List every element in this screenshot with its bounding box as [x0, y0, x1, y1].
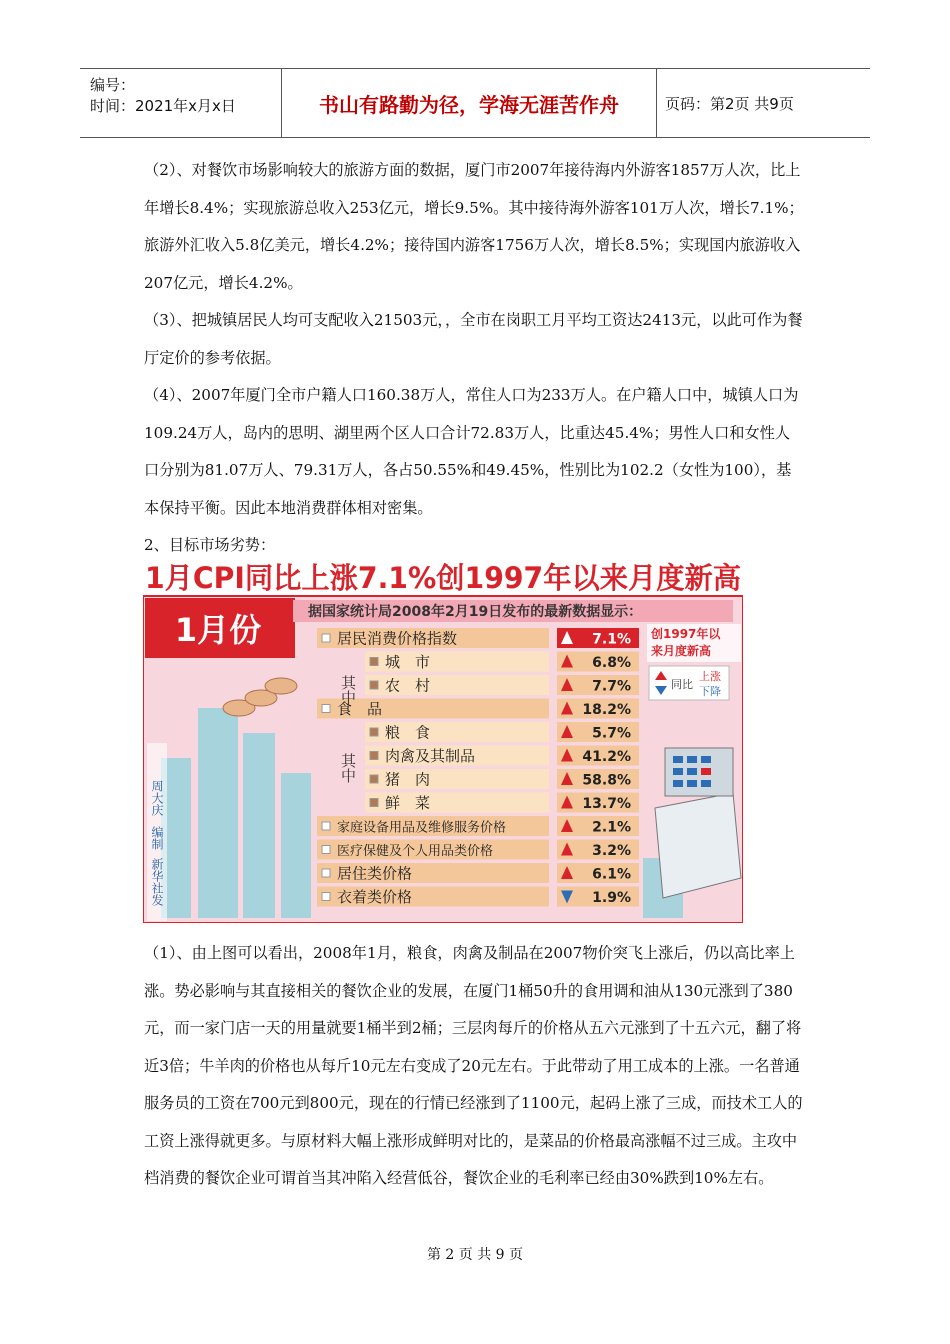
cpi-row: [317, 816, 639, 836]
month-tag: 1月份: [174, 611, 262, 649]
cpi-row-value: 5.7%: [592, 725, 631, 742]
page-footer: 第 2 页 共 9 页: [426, 1247, 524, 1263]
row-bullet-icon: [370, 658, 378, 666]
row-bullet-icon: [370, 728, 378, 736]
cpi-row-value: 7.7%: [592, 678, 631, 695]
qizhong-label-region: 其中: [339, 675, 357, 705]
side-note-line2: 来月度新高: [651, 644, 712, 658]
cpi-row: [317, 840, 639, 860]
qizhong-label-food: 其中: [339, 753, 357, 783]
cpi-row: [317, 863, 639, 883]
cpi-row-label: 食 品: [337, 700, 383, 718]
cpi-row: [365, 675, 639, 695]
cpi-row: [365, 793, 639, 813]
row-bullet-icon: [370, 775, 378, 783]
cpi-row: [365, 722, 639, 742]
cpi-row-label: 农 村: [385, 676, 431, 695]
cpi-row-label: 猪 肉: [385, 770, 431, 789]
credit-author: 周大庆: [150, 780, 164, 816]
cpi-row-label: 粮 食: [385, 723, 431, 742]
header-page-label: 页码：第2页 共9页: [665, 94, 794, 113]
body-text-bottom: [144, 935, 804, 1198]
side-note-line1: 创1997年以: [651, 627, 721, 641]
row-bullet-icon: [370, 681, 378, 689]
legend-down: 下降: [699, 685, 721, 698]
cpi-row-value: 3.2%: [592, 843, 631, 859]
infographic-headline: 1月CPI同比上涨7.1%创1997年以来月度新高: [145, 561, 741, 595]
section-heading-disadvantage: 2、目标市场劣势：: [144, 536, 276, 554]
paragraph-population: （4）、2007年厦门全市户籍人口160.38万人，常住人口为233万人。在户籍人口中，城镇人口为109.24万人，岛内的思明、湖里两个区人口合计72.83万人，比重达45.4%；男性人口和女性人口分别为81.07万人、79.31万人，各占50.55%和49.45%，性别比为102.2（女性为100），基本保持平衡。因此本地消费群体相对密集。: [144, 386, 799, 517]
cpi-row: [317, 628, 639, 648]
credit-compiled: 编制: [150, 826, 164, 850]
cpi-row-label: 医疗保健及个人用品类价格: [337, 844, 494, 859]
header-motto: 书山有路勤为径，学海无涯苦作舟: [282, 69, 657, 137]
cpi-row-value: 1.9%: [592, 890, 631, 906]
legend-up: 上涨: [699, 670, 721, 683]
cpi-row-value: 7.1%: [592, 631, 631, 648]
header-meta: [80, 69, 282, 137]
cpi-row-label: 肉禽及其制品: [385, 747, 476, 765]
row-bullet-icon: [370, 799, 378, 807]
cpi-row: [365, 746, 639, 766]
cpi-row-label: 居民消费价格指数: [337, 629, 458, 648]
row-bullet-icon: [322, 893, 330, 901]
row-bullet-icon: [322, 822, 330, 830]
paragraph-tourism: （2）、对餐饮市场影响较大的旅游方面的数据，厦门市2007年接待海内外游客1857万人次，比上年增长8.4%；实现旅游总收入253亿元，增长9.5%。其中接待海外游客101万人次，增长7.1%；旅游外汇收入5.8亿美元，增长4.2%；接待国内游客1756万人次，增长8.5%；实现国内旅游收入207亿元，增长4.2%。: [144, 161, 804, 292]
paragraph-income: （3）、把城镇居民人均可支配收入21503元，，全市在岗职工月平均工资达2413元，以此可作为餐厅定价的参考依据。: [144, 311, 803, 367]
cpi-row-value: 2.1%: [592, 819, 631, 836]
cpi-row: [317, 887, 639, 907]
document-time-label: 时间：2021年x月x日: [90, 97, 236, 115]
cpi-row-label: 居住类价格: [337, 864, 413, 883]
cpi-row-label: 衣着类价格: [337, 888, 413, 906]
legend-prefix: 同比: [671, 678, 693, 691]
page-header: [80, 68, 870, 138]
row-bullet-icon: [322, 634, 330, 642]
cpi-row-label: 城 市: [385, 653, 431, 671]
cpi-row: [317, 699, 639, 719]
cpi-row-value: 41.2%: [582, 749, 631, 765]
cpi-row-value: 6.1%: [592, 866, 631, 883]
cpi-row-value: 13.7%: [582, 796, 631, 812]
cpi-row-label: 家庭设备用品及维修服务价格: [337, 820, 507, 836]
document-number-label: 编号：: [90, 76, 136, 94]
cpi-row-value: 6.8%: [592, 655, 631, 671]
source-note: 据国家统计局2008年2月19日发布的最新数据显示：: [308, 604, 643, 620]
row-bullet-icon: [322, 846, 330, 854]
credit-agency: 新华社发: [150, 858, 164, 906]
cpi-infographic: [143, 558, 743, 923]
body-text-top: [144, 152, 804, 565]
cpi-row-label: 鲜 菜: [385, 794, 431, 812]
row-bullet-icon: [322, 869, 330, 877]
row-bullet-icon: [370, 752, 378, 760]
row-bullet-icon: [322, 705, 330, 713]
paragraph-analysis: （1）、由上图可以看出，2008年1月，粮食，肉禽及制品在2007物价突飞上涨后，仍以高比率上涨。势必影响与其直接相关的餐饮企业的发展，在厦门1桶50升的食用调和油从130元涨到了380元，而一家门店一天的用量就要1桶半到2桶；三层肉每斤的价格从五六元涨到了十五六元，翻了将近3倍；牛羊肉的价格也从每斤10元左右变成了20元左右。于此带动了用工成本的上涨。一名普通服务员的工资在700元到800元，现在的行情已经涨到了1100元，起码上涨了三成，而技术工人的工资上涨得就更多。与原材料大幅上涨形成鲜明对比的，是菜品的价格最高涨幅不过三成。主攻中档消费的餐饮企业可谓首当其冲陷入经营低谷，餐饮企业的毛利率已经由30%跌到10%左右。: [144, 944, 803, 1187]
cpi-row-value: 18.2%: [582, 702, 631, 718]
cpi-row-value: 58.8%: [582, 772, 631, 789]
cpi-row: [365, 769, 639, 789]
cash-register-illustration: [655, 748, 741, 898]
cpi-row: [365, 652, 639, 672]
